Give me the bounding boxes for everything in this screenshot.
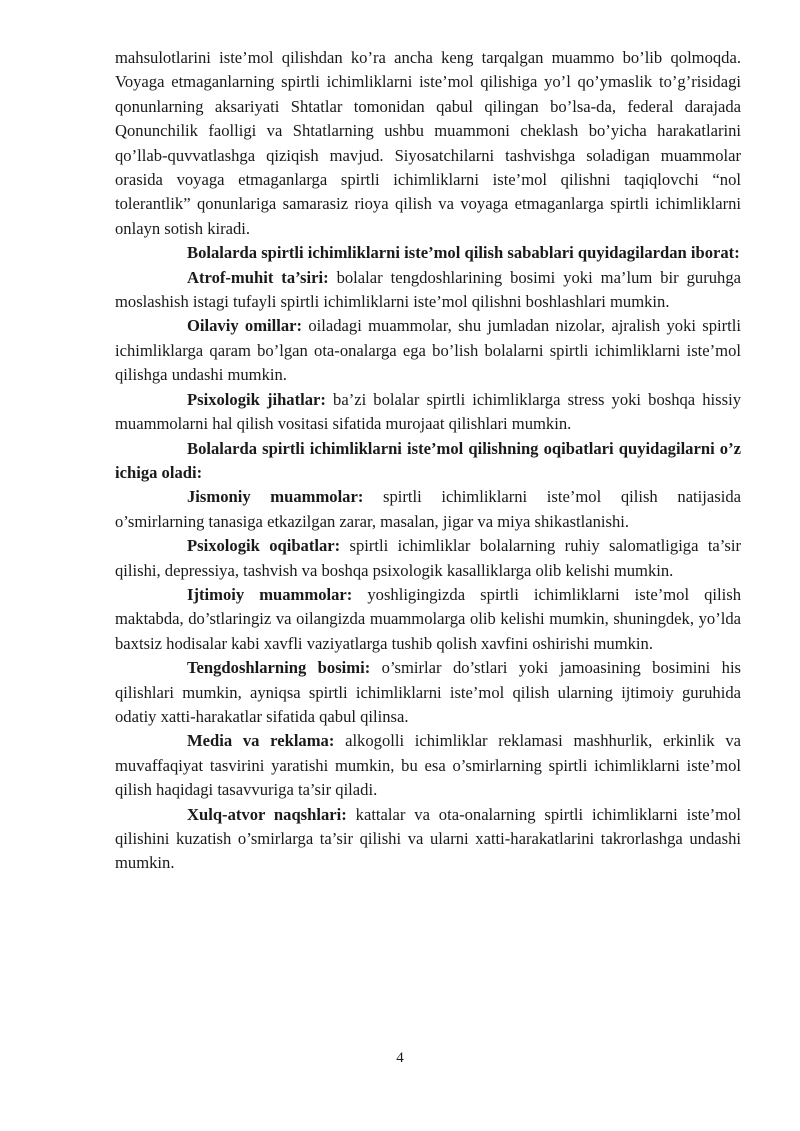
consequence-term: Psixologik oqibatlar: bbox=[187, 536, 341, 556]
causes-heading: Bolalarda spirtli ichimliklarni iste’mol qilish sabablari quyidagilardan iborat: bbox=[187, 243, 740, 263]
consequence-term: Jismoniy muammolar: bbox=[187, 487, 364, 507]
consequence-item bbox=[115, 729, 741, 802]
cause-item bbox=[115, 266, 741, 315]
consequence-text: spirtli ichimliklar bolalarning ruhiy salomatligiga ta’sir qilishi, depressiya, tashvish va boshqa psixologik kasalliklarga olib kelishi mumkin. bbox=[115, 536, 741, 580]
cause-term: Atrof-muhit ta’siri: bbox=[187, 267, 329, 287]
consequence-text: o’smirlar do’stlari yoki jamoasining bosimini his qilishlari mumkin, ayniqsa spirtli ichimliklarni iste’mol qilish ularning ijtimoiy guruhida odatiy xatti-harakatlar sifatida qabul qilinsa. bbox=[115, 658, 742, 726]
cause-text: bolalar tengdoshlarining bosimi yoki ma’lum bir guruhga moslashish istagi tufayli spirtli ichimliklarni iste’mol qilishni boshlashlari mumkin. bbox=[115, 267, 741, 312]
consequence-term: Xulq-atvor naqshlari: bbox=[187, 804, 347, 824]
consequence-item bbox=[115, 803, 741, 876]
consequence-text: alkogolli ichimliklar reklamasi mashhurlik, erkinlik va muvaffaqiyat tasvirini yaratishi mumkin, bu esa o’smirlarning spirtli ichimliklarni iste’mol qilish haqidagi tasavvuriga ta’sir qiladi. bbox=[115, 731, 741, 800]
consequence-item bbox=[115, 656, 741, 729]
consequence-text: spirtli ichimliklarni iste’mol qilish natijasida o’smirlarning tanasiga etkazilgan zarar, masalan, jigar va miya shikastlanishi. bbox=[115, 487, 741, 531]
consequence-term: Ijtimoiy muammolar: bbox=[187, 584, 353, 604]
consequence-term: Tengdoshlarning bosimi: bbox=[187, 658, 371, 678]
consequence-term: Media va reklama: bbox=[187, 731, 335, 751]
consequences-heading: Bolalarda spirtli ichimliklarni iste’mol qilishning oqibatlari quyidagilarni o’z ichiga oladi: bbox=[115, 438, 741, 482]
consequence-text: kattalar va ota-onalarning spirtli ichimliklarni iste’mol qilishini kuzatish o’smirlarga ta’sir qilishi va ularni xatti-harakatlarini takrorlashga undashi mumkin. bbox=[115, 804, 741, 873]
cause-text: oiladagi muammolar, shu jumladan nizolar, ajralish yoki spirtli ichimliklarga qaram bo’lgan ota-onalarga ega bo’lish bolalarni spirtli ichimliklarni iste’mol qilishga undashi mumkin. bbox=[115, 316, 741, 385]
page-body bbox=[115, 46, 741, 876]
consequence-text: yoshligingizda spirtli ichimliklarni iste’mol qilish maktabda, do’stlaringiz va oilangizda muammolarga olib kelishi mumkin, shuningdek, yo’lda baxtsiz hodisalar kabi xavfli vaziyatlarga tushib qolish xavfini oshirishi mumkin. bbox=[115, 584, 741, 653]
cause-term: Psixologik jihatlar: bbox=[187, 389, 326, 409]
cause-item bbox=[115, 388, 741, 437]
consequence-item bbox=[115, 583, 741, 656]
cause-text: ba’zi bolalar spirtli ichimliklarga stress yoki boshqa hissiy muammolarni hal qilish vositasi sifatida murojaat qilishlari mumkin. bbox=[115, 389, 741, 434]
intro-paragraph: mahsulotlarini iste’mol qilishdan ko’ra ancha keng tarqalgan muammo bo’lib qolmoqda. Voyaga etmaganlarning spirtli ichimliklarni iste’mol qilishiga yo’l qo’ymaslik to’g’risidagi qonunlarning aksariyati Shtatlar tomonidan qabul qilingan bo’lsa-da, federal darajada Qonunchilik faolligi va Shtatlarning ushbu muammoni cheklash bo’yicha harakatlarini qo’llab-quvvatlashga qiziqish mavjud. Siyosatchilarni tashvishga soladigan muammolar orasida voyaga etmaganlarga spirtli ichimliklarni iste’mol qilishni taqiqlovchi “nol tolerantlik” qonunlariga samarasiz rioya qilish va voyaga etmaganlarga spirtli ichimliklarni onlayn sotish kiradi. bbox=[115, 48, 741, 238]
cause-item bbox=[115, 314, 741, 387]
consequence-item bbox=[115, 485, 741, 534]
page-number: 4 bbox=[396, 1050, 404, 1066]
cause-term: Oilaviy omillar: bbox=[187, 316, 303, 336]
consequence-item bbox=[115, 534, 741, 583]
